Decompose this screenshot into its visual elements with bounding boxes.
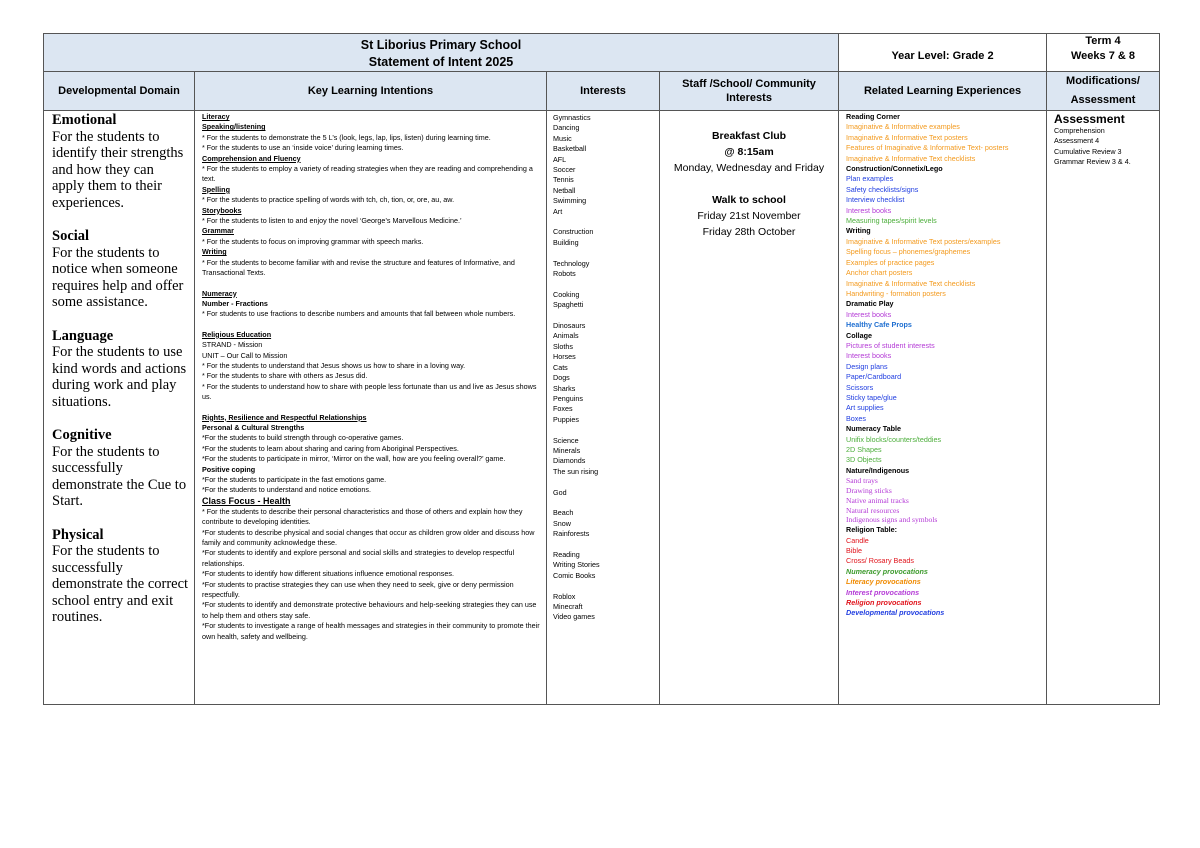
spacer: [553, 217, 655, 227]
domain-physical: [52, 527, 189, 626]
weeks: Weeks 7 & 8: [1071, 50, 1136, 62]
interest-item: Basketball: [553, 144, 587, 154]
domain-text: For the students to use kind words and actions during work and play situations.: [52, 344, 187, 410]
interest-item: Soccer: [553, 165, 576, 175]
domain-text: For the students to identify their strengths and how they can apply them to their experiences.: [52, 128, 184, 211]
learning-intention: *For students to investigate a range of health messages and strategies in their community to promote their own health, safety and wellbeing.: [202, 621, 540, 641]
interest-item: Animals: [553, 331, 579, 341]
learning-intention: *For the students to understand and notice emotions.: [202, 485, 372, 495]
interests-cell: [547, 111, 660, 705]
experience-item: Indigenous signs and symbols: [846, 515, 938, 525]
interest-item: Rainforests: [553, 529, 590, 539]
experience-item: Imaginative & Informative Text posters: [846, 132, 968, 142]
learning-intention: * For the students to focus on improving grammar with speech marks.: [202, 236, 424, 246]
experience-item: Pictures of student interests: [846, 340, 935, 350]
learning-intention: *For students to describe physical and social changes that occur as children grow older and discuss how family and community acknowledge these.: [202, 527, 535, 548]
experience-heading: Numeracy Table: [846, 424, 902, 434]
spacer: [202, 279, 542, 289]
interest-item: Building: [553, 237, 579, 247]
title-cell: [44, 34, 839, 72]
domain-language: [52, 328, 189, 411]
interest-item: Science: [553, 435, 579, 445]
kli-subheading: Numeracy: [202, 288, 237, 298]
spacer: [202, 320, 542, 330]
experience-item: Cross/ Rosary Beads: [846, 556, 914, 566]
domain-emotional: [52, 112, 189, 211]
experience-item: Art supplies: [846, 403, 884, 413]
experience-heading: Writing: [846, 226, 871, 236]
learning-intention: UNIT – Our Call to Mission: [202, 350, 288, 360]
learning-intention: * For the students to understand how to share with people less fortunate than us and live as Jesus shows us.: [202, 381, 537, 402]
kli-subheading: Writing: [202, 247, 227, 257]
spacer: [202, 403, 542, 413]
learning-intention: STRAND - Mission: [202, 340, 263, 350]
experience-item: Examples of practice pages: [846, 257, 935, 267]
statement-of-intent-table: [43, 33, 1160, 705]
experience-heading: Collage: [846, 330, 872, 340]
experience-item: Religion provocations: [846, 598, 922, 608]
spacer: [553, 279, 655, 289]
domain-heading: Physical: [52, 526, 104, 543]
interest-item: Roblox: [553, 591, 576, 601]
col-related-learning-experiences: [839, 72, 1047, 111]
kli-subheading: Personal & Cultural Strengths: [202, 422, 305, 432]
year-level: Year Level: Grade 2: [891, 50, 994, 62]
interest-item: Swimming: [553, 196, 587, 206]
experience-item: Handwriting - formation posters: [846, 288, 946, 298]
interest-item: God: [553, 487, 567, 497]
experience-item: Boxes: [846, 413, 866, 423]
domain-heading: Language: [52, 327, 114, 344]
spacer: [553, 311, 655, 321]
spacer: [553, 477, 655, 487]
statement-title: Statement of Intent 2025: [368, 55, 514, 69]
experience-item: Imaginative & Informative Text checklists: [846, 278, 976, 288]
experience-heading: Religion Table:: [846, 525, 897, 535]
interest-item: Netball: [553, 185, 576, 195]
experience-item: Bible: [846, 546, 862, 556]
spacer: [553, 498, 655, 508]
learning-intention: *For the students to participate in mirror, ‘Mirror on the wall, how are you feeling overall?’ game.: [202, 454, 506, 464]
learning-intention: * For the students to practice spelling of words with tch, ch, tion, or, ore, au, aw.: [202, 195, 455, 205]
domain-heading: Emotional: [52, 112, 117, 128]
experience-item: Features of Imaginative & Informative Text- posters: [846, 143, 1009, 153]
interest-item: AFL: [553, 154, 567, 164]
interest-item: Cats: [553, 362, 568, 372]
assessment-item: Assessment 4: [1054, 136, 1100, 146]
interest-item: Construction: [553, 227, 594, 237]
interest-item: Dogs: [553, 373, 570, 383]
learning-intention: *For the students to build strength through co-operative games.: [202, 433, 404, 443]
learning-intention: * For the students to share with others as Jesus did.: [202, 371, 368, 381]
walk-to-school-title: Walk to school: [712, 194, 786, 206]
interest-item: Dinosaurs: [553, 321, 586, 331]
interest-item: Diamonds: [553, 456, 586, 466]
col-label: Related Learning Experiences: [863, 85, 1022, 97]
breakfast-club-title: Breakfast Club: [711, 130, 787, 142]
interest-item: Art: [553, 206, 563, 216]
kli-subheading: Positive coping: [202, 464, 256, 474]
spacer: [553, 581, 655, 591]
experience-item: Literacy provocations: [846, 577, 921, 587]
learning-intention: *For students to identify how different situations influence emotional responses.: [202, 569, 454, 579]
learning-intention: * For the students to employ a variety of reading strategies when they are reading and comprehending a text.: [202, 164, 533, 184]
learning-intention: * For the students to become familiar with and revise the structure and features of Informative, and Transactional Texts.: [202, 257, 515, 278]
interest-item: Robots: [553, 269, 576, 279]
col-label: Key Learning Intentions: [307, 85, 434, 97]
kli-subheading: Storybooks: [202, 205, 242, 215]
experience-heading: Reading Corner: [846, 112, 900, 121]
domain-social: [52, 228, 189, 311]
learning-intention: * For the students to describe their personal characteristics and those of others and explain how they contribute to developing identities.: [202, 506, 523, 527]
interest-item: Reading: [553, 549, 580, 559]
interest-item: Music: [553, 133, 572, 143]
kli-subheading: Class Focus - Health: [202, 495, 291, 506]
assessment-heading: Assessment: [1054, 112, 1125, 126]
kli-subheading: Number - Fractions: [202, 298, 268, 308]
interest-item: Sloths: [553, 341, 573, 351]
learning-intention: *For students to identify and explore personal and social skills and strategies to develop respectful relationships.: [202, 548, 515, 568]
col-label: Interests: [726, 92, 772, 104]
school-name: St Liborius Primary School: [360, 38, 522, 52]
col-label: Interests: [580, 85, 626, 97]
interest-item: Gymnastics: [553, 113, 591, 122]
experience-item: Spelling focus – phonemes/graphemes: [846, 247, 971, 257]
domain-text: For the students to notice when someone requires help and offer some assistance.: [52, 244, 184, 310]
experience-heading: Healthy Cafe Props: [846, 320, 912, 330]
year-level-cell: [839, 34, 1047, 72]
col-key-learning-intentions: [195, 72, 547, 111]
learning-intention: * For the students to listen to and enjoy the novel ‘George’s Marvellous Medicine.’: [202, 216, 462, 226]
assessment-item: Cumulative Review 3: [1054, 146, 1122, 156]
interest-item: Writing Stories: [553, 560, 600, 570]
experience-item: Plan examples: [846, 174, 894, 184]
experience-item: Interest books: [846, 205, 892, 215]
experience-item: Interest books: [846, 351, 892, 361]
learning-intention: *For students to practise strategies they can use when they need to seek, give or deny permission respectfully.: [202, 579, 514, 600]
interest-item: Video games: [553, 612, 595, 622]
domain-text: For the students to successfully demonstrate the correct school entry and exit routines.: [52, 543, 189, 625]
interest-item: Minerals: [553, 445, 581, 455]
staff-community-cell: [660, 111, 839, 705]
kli-subheading: Rights, Resilience and Respectful Relationships: [202, 412, 367, 422]
interest-item: Spaghetti: [553, 300, 584, 310]
col-label: Staff /School/ Community: [682, 78, 816, 90]
breakfast-club-days: Monday, Wednesday and Friday: [673, 162, 825, 174]
domain-cognitive: [52, 427, 189, 510]
kli-subheading: Religious Education: [202, 329, 272, 339]
learning-intention: * For students to use fractions to describe numbers and amounts that fall between whole numbers.: [202, 309, 516, 319]
walk-date: Friday 28th October: [702, 226, 796, 238]
domain-cell: [44, 111, 195, 705]
experience-item: Sand trays: [846, 476, 878, 486]
walk-date: Friday 21st November: [697, 210, 801, 222]
kli-subheading: Spelling: [202, 184, 230, 194]
experience-item: Imaginative & Informative Text posters/examples: [846, 236, 1001, 246]
experience-item: Paper/Cardboard: [846, 372, 902, 382]
col-label: Assessment: [1070, 94, 1136, 106]
learning-intention: * For the students to demonstrate the 5 L’s (look, legs, lap, lips, listen) during learning time.: [202, 132, 491, 142]
interest-item: Beach: [553, 508, 574, 518]
col-modifications-assessment: [1047, 72, 1160, 111]
col-staff-school-community: [660, 72, 839, 111]
modifications-cell: [1047, 111, 1160, 705]
domain-heading: Social: [52, 228, 90, 244]
experience-item: Safety checklists/signs: [846, 184, 919, 194]
learning-intention: *For students to identify and demonstrate protective behaviours and help-seeking strategies they can use to help them and others stay safe.: [202, 600, 537, 620]
experience-heading: Nature/Indigenous: [846, 465, 910, 475]
experience-item: Natural resources: [846, 505, 900, 515]
kli-subheading: Literacy: [202, 112, 230, 121]
interest-item: Technology: [553, 258, 590, 268]
key-learning-intentions-cell: [195, 111, 547, 705]
learning-intention: * For the students to understand that Jesus shows us how to share in a loving way.: [202, 360, 466, 370]
experience-heading: Dramatic Play: [846, 299, 894, 309]
experience-item: Imaginative & Informative examples: [846, 122, 960, 132]
learning-intention: *For the students to participate in the fast emotions game.: [202, 475, 387, 484]
interest-item: Foxes: [553, 404, 573, 414]
term: Term 4: [1085, 35, 1121, 47]
experience-item: 3D Objects: [846, 455, 882, 465]
interest-item: Comic Books: [553, 570, 596, 580]
interest-item: Horses: [553, 352, 576, 362]
kli-subheading: Comprehension and Fluency: [202, 153, 301, 163]
experience-item: Interview checklist: [846, 195, 905, 205]
interest-item: Minecraft: [553, 601, 583, 611]
experience-item: Interest books: [846, 309, 892, 319]
interest-item: The sun rising: [553, 466, 599, 476]
experience-item: Scissors: [846, 382, 874, 392]
domain-heading: Cognitive: [52, 427, 112, 443]
term-cell: [1047, 34, 1160, 72]
experience-item: Numeracy provocations: [846, 566, 928, 576]
experience-item: Unifix blocks/counters/teddies: [846, 434, 942, 444]
learning-intention: *For the students to learn about sharing and caring from Aboriginal Perspectives.: [202, 443, 459, 453]
interest-item: Puppies: [553, 414, 579, 424]
col-label: Developmental Domain: [58, 85, 180, 97]
spacer: [553, 540, 655, 550]
kli-subheading: Speaking/listening: [202, 122, 266, 132]
assessment-item: Comprehension: [1054, 126, 1105, 135]
interest-item: Dancing: [553, 123, 580, 133]
spacer: [553, 425, 655, 435]
interest-item: Tennis: [553, 175, 574, 185]
spacer: [553, 248, 655, 258]
col-interests: [547, 72, 660, 111]
experience-item: Interest provocations: [846, 587, 920, 597]
breakfast-club-time: @ 8:15am: [724, 146, 774, 158]
assessment-item: Grammar Review 3 & 4.: [1054, 157, 1131, 167]
experience-item: Measuring tapes/spirit levels: [846, 216, 937, 226]
domain-text: For the students to successfully demonstrate the Cue to Start.: [52, 443, 187, 509]
col-label: Modifications/: [1066, 75, 1140, 87]
experience-item: Candle: [846, 535, 869, 545]
experience-item: Design plans: [846, 361, 888, 371]
interest-item: Sharks: [553, 383, 576, 393]
experience-item: Imaginative & Informative Text checklists: [846, 153, 976, 163]
experience-item: Developmental provocations: [846, 608, 945, 618]
interest-item: Snow: [553, 518, 571, 528]
kli-subheading: Grammar: [202, 226, 234, 236]
experience-item: Drawing sticks: [846, 486, 892, 496]
experience-item: Native animal tracks: [846, 495, 909, 505]
interest-item: Penguins: [553, 393, 583, 403]
experience-item: Anchor chart posters: [846, 268, 913, 278]
learning-intention: * For the students to use an ‘inside voice’ during learning times.: [202, 143, 404, 153]
experience-item: Sticky tape/glue: [846, 392, 897, 402]
related-learning-experiences-cell: [839, 111, 1047, 705]
experience-item: 2D Shapes: [846, 445, 882, 454]
col-developmental-domain: [44, 72, 195, 111]
experience-heading: Construction/Connetix/Lego: [846, 164, 943, 174]
interest-item: Cooking: [553, 289, 580, 299]
